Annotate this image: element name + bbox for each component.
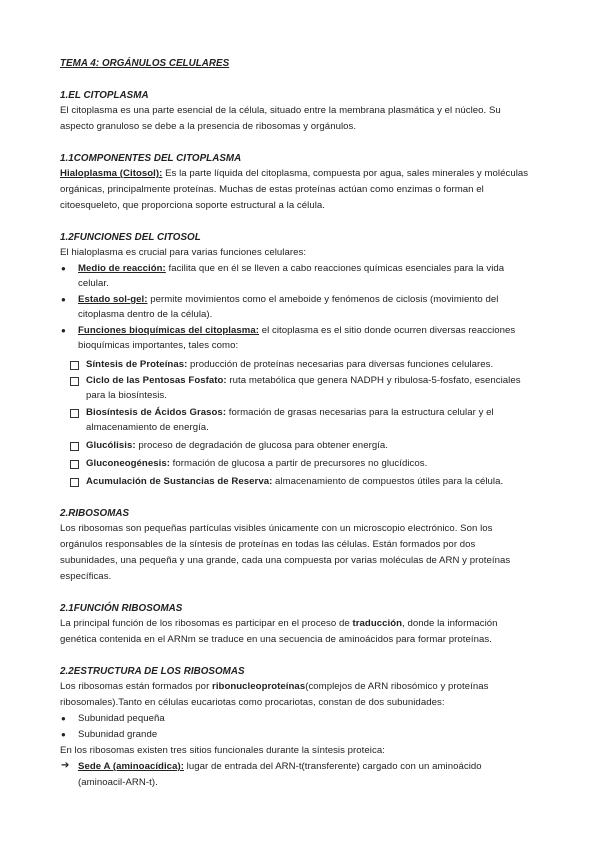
checklist-item [86, 374, 521, 388]
checkbox-icon[interactable] [70, 460, 79, 469]
text-run: , donde la información [402, 618, 498, 629]
checklist-term: Gluconeogénesis: [86, 458, 170, 469]
page-title: TEMA 4: ORGÁNULOS CELULARES [60, 58, 230, 69]
checkbox-icon[interactable] [70, 409, 79, 418]
list-item [78, 262, 504, 276]
heading-estructura: 2.2ESTRUCTURA DE LOS RIBOSOMAS [60, 666, 245, 677]
paragraph-line: citoesqueleto, que proporciona soporte estructural a la célula. [60, 200, 326, 211]
list-text: lugar de entrada del ARN-t(transferente) cargado con un aminoácido [183, 761, 482, 772]
bullet-icon: ● [61, 714, 66, 723]
list-item [78, 324, 515, 338]
checkbox-icon[interactable] [70, 377, 79, 386]
term-traduccion: traducción [352, 618, 403, 629]
paragraph-line: subunidades, una pequeña y una grande, cada una compuesta por varias moléculas de ARN y proteínas [60, 555, 511, 566]
paragraph-line: específicas. [60, 571, 112, 582]
checklist-text: ruta metabólica que genera NADPH y ribulosa-5-fosfato, esenciales [226, 375, 521, 386]
checklist-item [86, 358, 493, 372]
checklist-term: Glucólisis: [86, 440, 136, 451]
paragraph-line: genética contenida en el ARNm se traduce en una secuencia de aminoácidos para formar proteínas. [60, 634, 492, 645]
paragraph-line: orgánulos responsables de la síntesis de proteínas en todas las células. Están formados por dos [60, 539, 476, 550]
checklist-item [86, 475, 503, 489]
text-run: La principal función de los ribosomas es participar en el proceso de [60, 618, 353, 629]
paragraph-line [60, 167, 528, 181]
heading-funcion-ribosomas: 2.1FUNCIÓN RIBOSOMAS [60, 603, 183, 614]
text-run: (complejos de ARN ribosómico y proteínas [305, 681, 489, 692]
arrow-right-icon: ➔ [61, 760, 70, 771]
text-run: Los ribosomas están formados por [60, 681, 213, 692]
paragraph-line [60, 617, 498, 631]
list-item [78, 760, 482, 774]
paragraph-line: Los ribosomas son pequeñas partículas visibles únicamente con un microscopio electrónico. Son los [60, 523, 493, 534]
term-text: Es la parte líquida del citoplasma, compuesta por agua, sales minerales y moléculas [162, 168, 529, 179]
checkbox-icon[interactable] [70, 361, 79, 370]
checklist-text: formación de glucosa a partir de precursores no glucídicos. [169, 458, 428, 469]
bullet-icon: ● [61, 264, 66, 273]
list-term: Medio de reacción: [78, 263, 166, 274]
list-text: facilita que en él se lleven a cabo reacciones químicas esenciales para la vida [165, 263, 505, 274]
paragraph-line: aspecto granuloso se debe a la presencia de ribosomas y orgánulos. [60, 121, 357, 132]
paragraph-line: El hialoplasma es crucial para varias funciones celulares: [60, 247, 307, 258]
list-item [78, 293, 499, 307]
paragraph-line [60, 680, 489, 694]
bullet-icon: ● [61, 326, 66, 335]
list-item-cont: (aminoacil-ARN-t). [78, 777, 158, 788]
term-hialoplasma: Hialoplasma (Citosol): [60, 168, 163, 179]
list-item-cont: celular. [78, 278, 109, 289]
heading-funciones: 1.2FUNCIONES DEL CITOSOL [60, 232, 201, 243]
heading-citoplasma: 1.EL CITOPLASMA [60, 90, 149, 101]
checklist-text: producción de proteínas necesarias para diversas funciones celulares. [187, 359, 494, 370]
list-item-cont: citoplasma dentro de la célula). [78, 309, 213, 320]
list-text: permite movimientos como el ameboide y fenómenos de ciclosis (movimiento del [147, 294, 499, 305]
paragraph-line: En los ribosomas existen tres sitios funcionales durante la síntesis proteica: [60, 745, 385, 756]
checkbox-icon[interactable] [70, 478, 79, 487]
checklist-term: Acumulación de Sustancias de Reserva: [86, 476, 273, 487]
checklist-item [86, 457, 427, 471]
paragraph-line: orgánicas, principalmente proteínas. Muchas de estas proteínas actúan como enzimas o forman el [60, 184, 484, 195]
checklist-text: formación de grasas necesarias para la estructura celular y el [226, 407, 494, 418]
checklist-term: Síntesis de Proteínas: [86, 359, 188, 370]
heading-componentes: 1.1COMPONENTES DEL CITOPLASMA [60, 153, 242, 164]
checklist-item [86, 406, 494, 420]
list-term: Estado sol-gel: [78, 294, 148, 305]
bullet-icon: ● [61, 295, 66, 304]
list-term: Sede A (aminoacídica): [78, 761, 184, 772]
term-ribonucleoproteinas: ribonucleoproteínas [212, 681, 306, 692]
checklist-term: Ciclo de las Pentosas Fosfato: [86, 375, 227, 386]
checklist-item-cont: almacenamiento de energía. [86, 422, 209, 433]
list-item: Subunidad pequeña [78, 713, 165, 724]
bullet-icon: ● [61, 730, 66, 739]
paragraph-line: El citoplasma es una parte esencial de la célula, situado entre la membrana plasmática y el núcleo. Su [60, 105, 501, 116]
heading-ribosomas: 2.RIBOSOMAS [60, 508, 130, 519]
list-term: Funciones bioquímicas del citoplasma: [78, 325, 259, 336]
list-item: Subunidad grande [78, 729, 158, 740]
paragraph-line: ribosomales).Tanto en células eucariotas como procariotas, constan de dos subunidades: [60, 697, 445, 708]
checklist-text: almacenamiento de compuestos útiles para la célula. [272, 476, 504, 487]
list-text: el citoplasma es el sitio donde ocurren diversas reacciones [258, 325, 516, 336]
list-item-cont: bioquímicas importantes, tales como: [78, 340, 239, 351]
checklist-item-cont: para la biosíntesis. [86, 390, 167, 401]
checkbox-icon[interactable] [70, 442, 79, 451]
checklist-text: proceso de degradación de glucosa para obtener energía. [135, 440, 389, 451]
checklist-term: Biosíntesis de Ácidos Grasos: [86, 407, 227, 418]
checklist-item [86, 439, 388, 453]
